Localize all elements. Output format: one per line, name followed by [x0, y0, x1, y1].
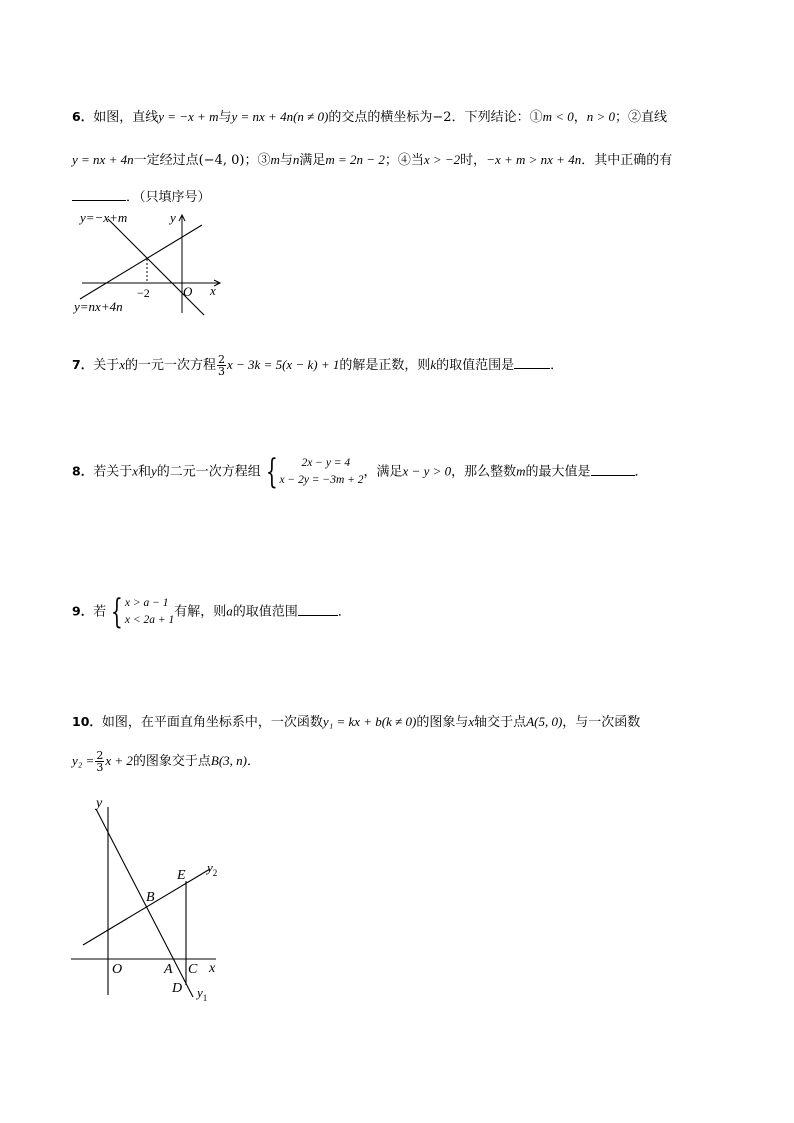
- q10-text-a: 如图，在平面直角坐标系中，一次函数: [101, 715, 323, 730]
- q8-system: [279, 455, 363, 489]
- q10-figure: [66, 793, 226, 1008]
- q8-eq1: 2x − y = 4: [301, 457, 351, 469]
- q9-line: [72, 592, 351, 632]
- q7-text-e: ．: [550, 358, 564, 373]
- q9-text-d: ．: [337, 604, 351, 620]
- q6-figure: [70, 205, 230, 320]
- q10-label-y1-sub: 1: [202, 993, 208, 1003]
- q6-l2-cond: x > −2: [423, 152, 461, 167]
- q7-frac-num: 2: [218, 353, 226, 366]
- q6-eq2: y = nx + 4n: [231, 109, 294, 124]
- q8-text-a: 若关于: [93, 464, 133, 480]
- q7-text-b: 的一元一次方程: [125, 358, 217, 373]
- q8-line: [72, 452, 648, 492]
- q6-text-d: ．下列结论：①: [451, 110, 543, 125]
- q6-l2-a: 一定经过点: [133, 153, 199, 168]
- q6-text-a: 如图，直线: [93, 110, 159, 125]
- q10-pt-b: B(3, n): [210, 753, 247, 768]
- q8-m: m: [516, 463, 526, 479]
- q6-l2-f: 时，: [460, 153, 487, 168]
- q8-x: x: [132, 463, 138, 479]
- q10-frac-num: 2: [96, 749, 104, 762]
- q8-text-b: 和: [138, 464, 152, 480]
- q10-pt-a: A(5, 0): [526, 714, 563, 729]
- q7-frac-den: 3: [218, 365, 226, 378]
- q10-fraction: [95, 750, 104, 773]
- q10-label-o: O: [112, 962, 123, 977]
- q6-cond: (n ≠ 0): [293, 109, 329, 124]
- q8-brace: {: [265, 452, 278, 492]
- q6-l2-b: ；③: [244, 153, 271, 168]
- q6-l2-m: m: [270, 152, 280, 167]
- q10-text-c: 轴交于点: [474, 715, 527, 730]
- q6-line1: [72, 106, 667, 125]
- q8-text-g: ．: [634, 464, 648, 480]
- q6-label-x: x: [210, 283, 216, 298]
- q9-number: 9．: [72, 603, 94, 619]
- q10-label-x: x: [209, 961, 216, 976]
- q8-y: y: [151, 463, 157, 479]
- q6-text-c: 的交点的横坐标为: [328, 110, 433, 125]
- q10-eq1: y₁ = kx + b: [322, 714, 382, 729]
- q6-label-y: y: [170, 210, 176, 225]
- q9-text-b: 有解，则: [174, 604, 227, 620]
- q10-label-y2: [205, 860, 217, 878]
- q10-text-e: 的图象交于点: [132, 754, 211, 769]
- q8-number: 8．: [72, 463, 94, 479]
- q6-line3: [72, 186, 211, 205]
- q7-fraction: [217, 354, 226, 377]
- q10-label-y1-main: y: [197, 985, 203, 1000]
- q6-l2-g: ．其中正确的有: [581, 153, 673, 168]
- q6-answer-blank[interactable]: [72, 188, 126, 201]
- q8-answer-blank[interactable]: [591, 463, 635, 476]
- q6-text-f: ；②直线: [615, 110, 668, 125]
- q9-a: a: [226, 603, 233, 619]
- q7-x: x: [119, 357, 125, 372]
- q8-eq2: x − 2y = −3m + 2: [279, 474, 364, 486]
- q10-label-b: B: [146, 890, 155, 905]
- q7-number: 7．: [72, 357, 94, 372]
- q6-label-bottom: y=nx+4n: [74, 299, 123, 314]
- q6-l2-n: n: [292, 152, 300, 167]
- q10-label-c: C: [188, 962, 198, 977]
- q6-line2: [72, 149, 672, 168]
- q10-line-y1: [96, 809, 193, 997]
- q7-k: k: [430, 357, 437, 372]
- q10-line-y2: [83, 869, 210, 945]
- q10-label-y1: [195, 985, 207, 1003]
- q10-eq2-rhs: x + 2: [105, 753, 133, 768]
- q10-label-y2-sub: 2: [212, 868, 218, 878]
- q8-text-d: ，满足: [363, 464, 403, 480]
- q6-l2-eq2: m = 2n − 2: [325, 152, 385, 167]
- q10-x: x: [468, 714, 475, 729]
- q6-l2-d: 满足: [299, 153, 326, 168]
- q8-cond: x − y > 0: [402, 463, 452, 479]
- q10-label-y2-main: y: [207, 860, 213, 875]
- q6-label-tick: −2: [137, 286, 150, 300]
- q6-text-b: 与: [218, 110, 232, 125]
- q10-frac-den: 3: [96, 761, 104, 774]
- q6-c1: m < 0: [542, 109, 574, 124]
- q10-text-f: ．: [246, 754, 260, 769]
- q6-label-top: y=−x+m: [80, 210, 128, 225]
- q8-text-c: 的二元一次方程组: [156, 464, 261, 480]
- q10-number: 10．: [72, 714, 102, 729]
- q6-l2-eq: y = nx + 4n: [72, 152, 134, 167]
- q7-eq: x − 3k = 5(x − k) + 1: [227, 357, 340, 372]
- q9-answer-blank[interactable]: [298, 603, 338, 616]
- q9-system: [125, 595, 174, 629]
- q10-line1: [72, 711, 640, 730]
- q9-brace: {: [111, 592, 123, 632]
- q10-label-y: y: [96, 796, 103, 811]
- q7-text-a: 关于: [93, 358, 120, 373]
- q10-label-a: A: [164, 962, 173, 977]
- q8-text-e: ，那么整数: [451, 464, 517, 480]
- q6-l2-e: ；④当: [384, 153, 424, 168]
- q6-val: −2: [432, 110, 452, 125]
- q10-label-e: E: [177, 868, 186, 883]
- q9-text-a: 若: [93, 604, 107, 620]
- q10-text-d: ，与一次函数: [562, 715, 641, 730]
- q10-line2: [72, 750, 260, 773]
- q7-answer-blank[interactable]: [514, 356, 550, 369]
- q6-l2-pt: (−4, 0): [198, 153, 245, 168]
- q6-label-origin: O: [183, 284, 193, 299]
- q10-text-b: 的图象与: [416, 715, 469, 730]
- q9-ineq2: x < 2a + 1: [124, 614, 175, 626]
- q6-l2-ineq: −x + m > nx + 4n: [486, 152, 582, 167]
- q7-line: [72, 354, 563, 377]
- q6-c2: n > 0: [586, 109, 616, 124]
- q6-l2-c: 与: [279, 153, 293, 168]
- q6-text-e: ，: [573, 110, 587, 125]
- q8-text-f: 的最大值是: [525, 464, 591, 480]
- q6-eq1: y = −x + m: [158, 109, 219, 124]
- q10-cond: (k ≠ 0): [381, 714, 417, 729]
- q7-text-d: 的取值范围是: [436, 358, 515, 373]
- q7-text-c: 的解是正数，则: [339, 358, 431, 373]
- q6-l3: ．（只填序号）: [126, 190, 211, 205]
- q10-eq2-lhs: y₂ =: [72, 753, 95, 768]
- q10-label-d: D: [172, 981, 183, 996]
- q9-ineq1: x > a − 1: [124, 597, 169, 609]
- q6-number: 6．: [72, 109, 94, 124]
- q9-text-c: 的取值范围: [232, 604, 298, 620]
